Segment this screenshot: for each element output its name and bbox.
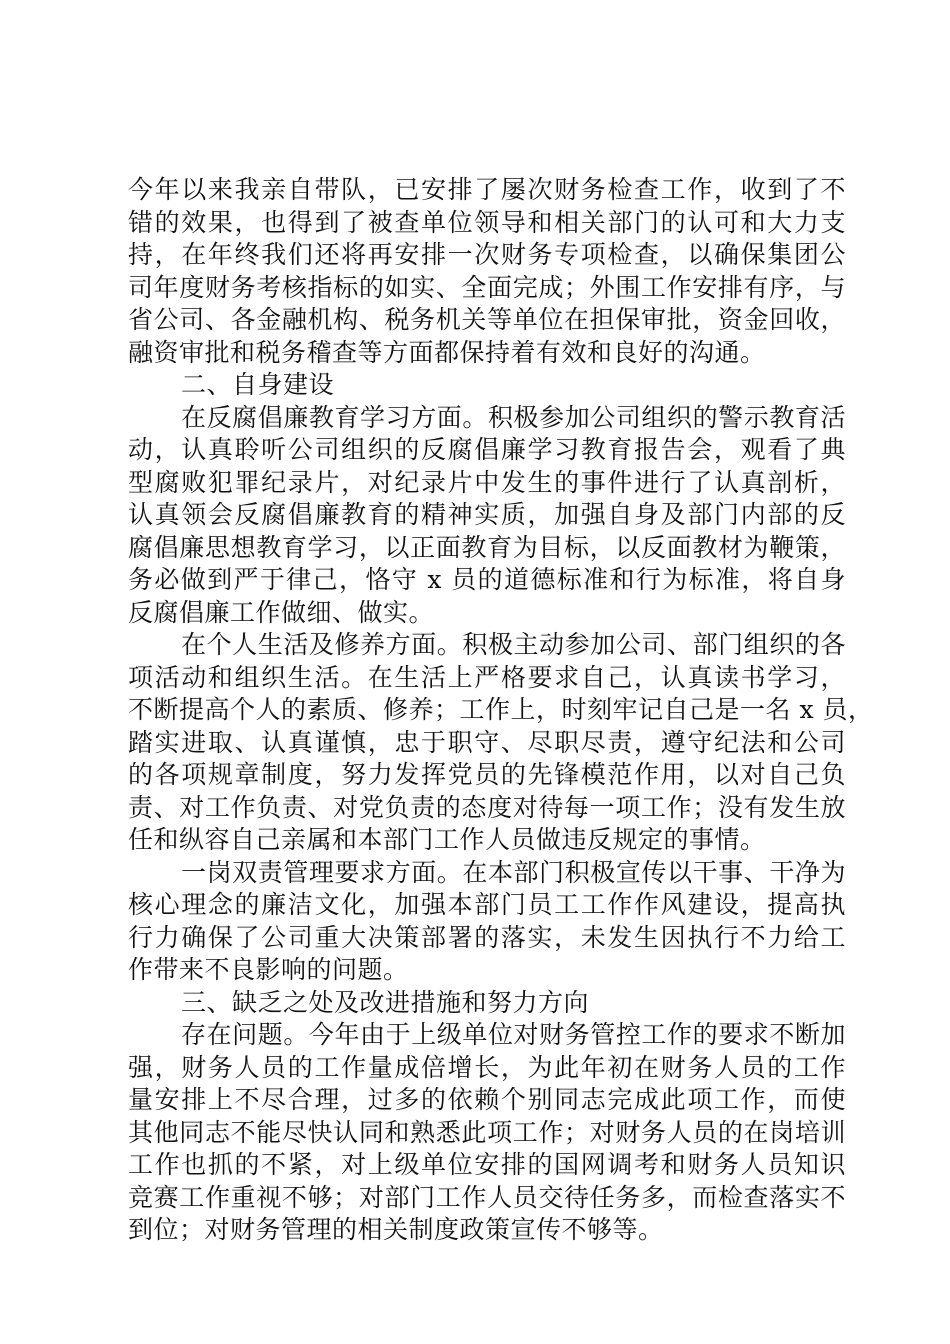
text-line: 竞赛工作重视不够；对部门工作人员交待任务多，而检查落实不 [128,1182,846,1212]
text-line: 到位；对财务管理的相关制度政策宣传不够等。 [128,1215,664,1244]
text-line: 量安排上不尽合理，过多的依赖个别同志完成此项工作，而使 [128,1085,846,1114]
text-line: 持，在年终我们还将再安排一次财务专项检查，以确保集团公 [128,240,846,269]
text-line: 司年度财务考核指标的如实、全面完成；外围工作安排有序，与 [128,272,846,302]
document-body [128,174,874,1247]
text-line: 务必做到严于律己，恪守 x 员的道德标准和行为标准，将自身 [128,565,846,594]
text-line: 任和纵容自己亲属和本部门工作人员做违反规定的事情。 [128,825,766,854]
text-line: 省公司、各金融机构、税务机关等单位在担保审批，资金回收， [128,305,846,334]
text-line: 一岗双责管理要求方面。在本部门积极宣传以干事、干净为 [181,857,846,887]
paragraph-finance-inspection [128,174,846,369]
text-line: 今年以来我亲自带队，已安排了屡次财务检查工作，收到了不 [128,175,846,204]
paragraph-personal-life [128,629,874,857]
text-line: 工作也抓的不紧，对上级单位安排的国网调考和财务人员知识 [128,1150,846,1179]
heading-text: 二、自身建设 [181,370,335,399]
text-line: 项活动和组织生活。在生活上严格要求自己，认真读书学习， [128,662,846,692]
text-line: 反腐倡廉工作做细、做实。 [128,597,435,627]
text-line: 责、对工作负责、对党负责的态度对待每一项工作；没有发生放 [128,792,846,822]
text-line: 存在问题。今年由于上级单位对财务管控工作的要求不断加 [181,1020,846,1049]
text-line: 在反腐倡廉教育学习方面。积极参加公司组织的警示教育活 [181,402,846,432]
text-line: 腐倡廉思想教育学习，以正面教育为目标，以反面教材为鞭策， [128,532,846,562]
paragraph-dual-responsibility [128,857,846,987]
text-line: 强，财务人员的工作量成倍增长，为此年初在财务人员的工作 [128,1052,846,1082]
paragraph-existing-problems [128,1019,846,1247]
text-line: 其他同志不能尽快认同和熟悉此项工作；对财务人员的在岗培训 [128,1117,846,1147]
text-line: 不断提高个人的素质、修养；工作上，时刻牢记自己是一名 x 员， [128,695,874,724]
text-line: 错的效果，也得到了被查单位领导和相关部门的认可和大力支 [128,207,846,237]
paragraph-anti-corruption-education [128,402,846,630]
text-line: 认真领会反腐倡廉教育的精神实质，加强自身及部门内部的反 [128,500,846,529]
text-line: 型腐败犯罪纪录片，对纪录片中发生的事件进行了认真剖析， [128,467,846,497]
text-line: 在个人生活及修养方面。积极主动参加公司、部门组织的各 [181,630,846,659]
heading-text: 三、缺乏之处及改进措施和努力方向 [181,987,590,1017]
section-heading-self-construction [128,369,846,402]
text-line: 融资审批和税务稽查等方面都保持着有效和良好的沟通。 [128,337,766,367]
text-line: 核心理念的廉洁文化，加强本部门员工工作作风建设，提高执 [128,890,846,919]
text-line: 踏实进取、认真谨慎，忠于职守、尽职尽责，遵守纪法和公司 [128,727,846,757]
text-line: 的各项规章制度，努力发挥党员的先锋模范作用，以对自己负 [128,760,846,789]
text-line: 行力确保了公司重大决策部署的落实，未发生因执行不力给工 [128,922,846,952]
text-line: 动，认真聆听公司组织的反腐倡廉学习教育报告会，观看了典 [128,435,846,464]
section-heading-shortcomings [128,987,846,1020]
text-line: 作带来不良影响的问题。 [128,955,409,984]
